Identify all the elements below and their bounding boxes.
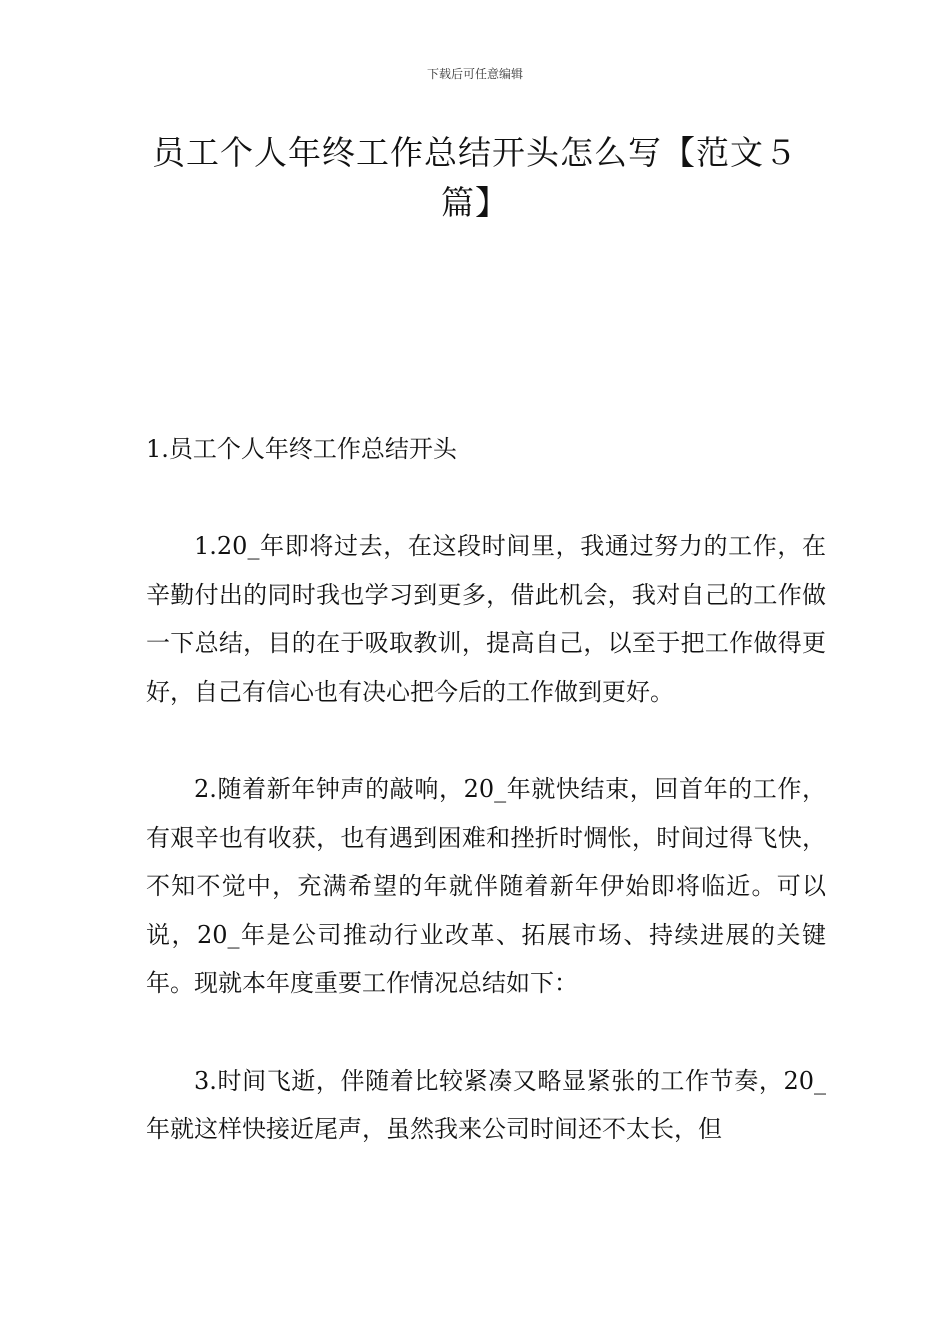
section-heading: 1.员工个人年终工作总结开头	[146, 435, 457, 463]
spacer	[146, 1008, 826, 1057]
spacer	[146, 473, 826, 522]
header-note: 下载后可任意编辑	[426, 67, 523, 81]
spacer	[146, 716, 826, 765]
paragraph-2: 2.随着新年钟声的敲响，20_年就快结束，回首年的工作，有艰辛也有收获，也有遇到困难和挫折时惆怅，时间过得飞快，不知不觉中，充满希望的年就伴随着新年伊始即将临近。可以说，20_年是公司推动行业改革、拓展市场、持续进展的关键年。现就本年度重要工作情况总结如下：	[146, 775, 826, 997]
paragraph-3: 3.时间飞逝，伴随着比较紧凑又略显紧张的工作节奏，20_年就这样快接近尾声，虽然我来公司时间还不太长，但	[146, 1066, 826, 1143]
document-body	[146, 425, 826, 1154]
paragraph-1: 1.20_年即将过去，在这段时间里，我通过努力的工作，在辛勤付出的同时我也学习到更多，借此机会，我对自己的工作做一下总结，目的在于吸取教训，提高自己，以至于把工作做得更好，自己有信心也有决心把今后的工作做到更好。	[146, 532, 826, 706]
document-title: 员工个人年终工作总结开头怎么写【范文５篇】	[152, 133, 798, 222]
